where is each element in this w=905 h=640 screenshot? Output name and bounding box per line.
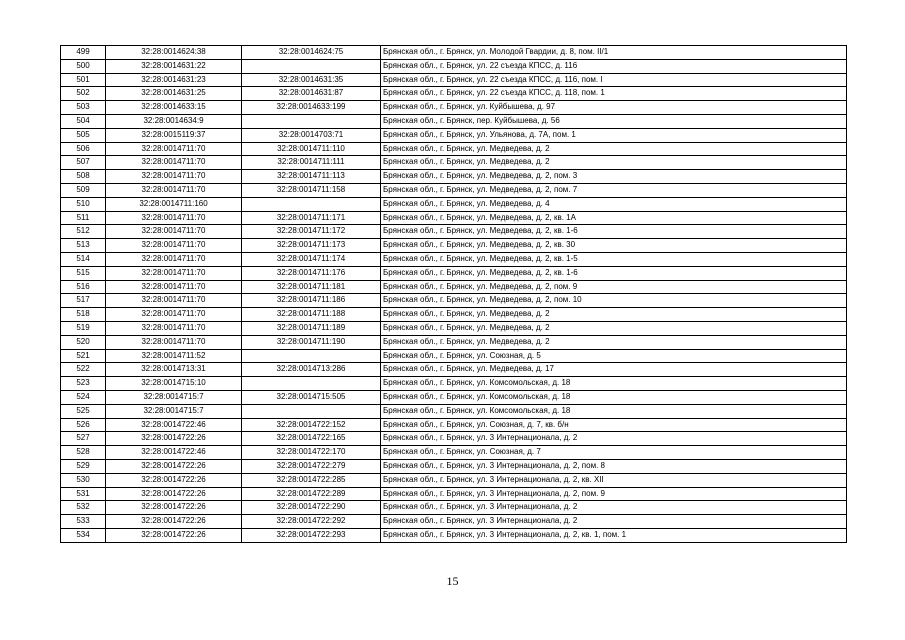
object-cadastral-number-cell: 32:28:0014624:75 <box>242 46 381 60</box>
row-number-cell: 517 <box>61 294 106 308</box>
cadastral-number-cell: 32:28:0014722:26 <box>106 459 242 473</box>
address-cell: Брянская обл., г. Брянск, ул. 3 Интернационала, д. 2 <box>381 432 847 446</box>
cadastral-number-cell: 32:28:0014711:70 <box>106 266 242 280</box>
table-row <box>61 473 847 487</box>
object-cadastral-number-cell: 32:28:0014711:158 <box>242 183 381 197</box>
cadastral-number-cell: 32:28:0014711:70 <box>106 225 242 239</box>
row-number-cell: 502 <box>61 87 106 101</box>
cadastral-number-cell: 32:28:0014711:70 <box>106 142 242 156</box>
cadastral-number-cell: 32:28:0014711:52 <box>106 349 242 363</box>
cadastral-number-cell: 32:28:0014722:26 <box>106 515 242 529</box>
table-row <box>61 128 847 142</box>
address-cell: Брянская обл., г. Брянск, ул. Медведева, д. 2, пом. 9 <box>381 280 847 294</box>
row-number-cell: 503 <box>61 101 106 115</box>
table-row <box>61 114 847 128</box>
table-row <box>61 446 847 460</box>
cadastral-number-cell: 32:28:0014631:25 <box>106 87 242 101</box>
table-row <box>61 459 847 473</box>
table-row <box>61 363 847 377</box>
row-number-cell: 501 <box>61 73 106 87</box>
row-number-cell: 516 <box>61 280 106 294</box>
cadastral-number-cell: 32:28:0014722:46 <box>106 446 242 460</box>
row-number-cell: 506 <box>61 142 106 156</box>
cadastral-number-cell: 32:28:0014711:70 <box>106 211 242 225</box>
address-cell: Брянская обл., г. Брянск, ул. 3 Интернационала, д. 2, кв. XII <box>381 473 847 487</box>
row-number-cell: 532 <box>61 501 106 515</box>
address-cell: Брянская обл., г. Брянск, ул. Медведева, д. 2 <box>381 308 847 322</box>
address-cell: Брянская обл., г. Брянск, ул. Комсомольская, д. 18 <box>381 404 847 418</box>
object-cadastral-number-cell: 32:28:0014711:110 <box>242 142 381 156</box>
object-cadastral-number-cell: 32:28:0014631:35 <box>242 73 381 87</box>
object-cadastral-number-cell: 32:28:0014722:152 <box>242 418 381 432</box>
row-number-cell: 513 <box>61 239 106 253</box>
page-number: 15 <box>446 574 459 588</box>
address-cell: Брянская обл., г. Брянск, ул. Медведева, д. 2, кв. 1-6 <box>381 225 847 239</box>
table-row <box>61 390 847 404</box>
cadastral-number-cell: 32:28:0014711:70 <box>106 335 242 349</box>
table-row <box>61 515 847 529</box>
table-row <box>61 252 847 266</box>
object-cadastral-number-cell <box>242 404 381 418</box>
cadastral-number-cell: 32:28:0014711:70 <box>106 170 242 184</box>
object-cadastral-number-cell: 32:28:0014722:170 <box>242 446 381 460</box>
object-cadastral-number-cell: 32:28:0014711:174 <box>242 252 381 266</box>
object-cadastral-number-cell: 32:28:0014711:189 <box>242 321 381 335</box>
address-cell: Брянская обл., г. Брянск, ул. 3 Интернационала, д. 2 <box>381 515 847 529</box>
table-row <box>61 404 847 418</box>
table-row <box>61 335 847 349</box>
table-row <box>61 487 847 501</box>
object-cadastral-number-cell: 32:28:0014713:286 <box>242 363 381 377</box>
address-cell: Брянская обл., г. Брянск, ул. Союзная, д. 5 <box>381 349 847 363</box>
address-cell: Брянская обл., г. Брянск, ул. Медведева, д. 4 <box>381 197 847 211</box>
object-cadastral-number-cell <box>242 59 381 73</box>
object-cadastral-number-cell: 32:28:0014711:172 <box>242 225 381 239</box>
object-cadastral-number-cell: 32:28:0014715:505 <box>242 390 381 404</box>
table-row <box>61 156 847 170</box>
object-cadastral-number-cell: 32:28:0014722:293 <box>242 528 381 542</box>
address-cell: Брянская обл., г. Брянск, ул. 22 съезда КПСС, д. 116, пом. I <box>381 73 847 87</box>
table-row <box>61 211 847 225</box>
table-row <box>61 432 847 446</box>
address-cell: Брянская обл., г. Брянск, ул. Комсомольская, д. 18 <box>381 390 847 404</box>
cadastral-number-cell: 32:28:0014722:26 <box>106 432 242 446</box>
table-row <box>61 101 847 115</box>
table-row <box>61 87 847 101</box>
row-number-cell: 530 <box>61 473 106 487</box>
cadastral-number-cell: 32:28:0014711:70 <box>106 280 242 294</box>
address-cell: Брянская обл., г. Брянск, ул. Медведева, д. 2 <box>381 335 847 349</box>
object-cadastral-number-cell: 32:28:0014711:171 <box>242 211 381 225</box>
row-number-cell: 534 <box>61 528 106 542</box>
cadastral-number-cell: 32:28:0014722:26 <box>106 487 242 501</box>
table-row <box>61 418 847 432</box>
cadastral-number-cell: 32:28:0014633:15 <box>106 101 242 115</box>
cadastral-number-cell: 32:28:0014715:7 <box>106 390 242 404</box>
table-row <box>61 197 847 211</box>
table-row <box>61 528 847 542</box>
table-row <box>61 183 847 197</box>
object-cadastral-number-cell: 32:28:0014722:285 <box>242 473 381 487</box>
cadastral-number-cell: 32:28:0014624:38 <box>106 46 242 60</box>
cadastral-number-cell: 32:28:0014722:46 <box>106 418 242 432</box>
row-number-cell: 529 <box>61 459 106 473</box>
object-cadastral-number-cell <box>242 114 381 128</box>
object-cadastral-number-cell <box>242 349 381 363</box>
row-number-cell: 510 <box>61 197 106 211</box>
table-body <box>61 46 847 543</box>
table-row <box>61 59 847 73</box>
cadastral-number-cell: 32:28:0014715:7 <box>106 404 242 418</box>
row-number-cell: 527 <box>61 432 106 446</box>
table-row <box>61 73 847 87</box>
row-number-cell: 523 <box>61 377 106 391</box>
object-cadastral-number-cell: 32:28:0014711:188 <box>242 308 381 322</box>
row-number-cell: 525 <box>61 404 106 418</box>
row-number-cell: 519 <box>61 321 106 335</box>
address-cell: Брянская обл., г. Брянск, ул. Медведева, д. 2, пом. 10 <box>381 294 847 308</box>
object-cadastral-number-cell: 32:28:0014711:173 <box>242 239 381 253</box>
object-cadastral-number-cell: 32:28:0014633:199 <box>242 101 381 115</box>
cadastral-number-cell: 32:28:0014722:26 <box>106 528 242 542</box>
address-cell: Брянская обл., г. Брянск, ул. Медведева, д. 2 <box>381 142 847 156</box>
cadastral-number-cell: 32:28:0014634:9 <box>106 114 242 128</box>
address-cell: Брянская обл., г. Брянск, ул. Медведева, д. 2, кв. 30 <box>381 239 847 253</box>
row-number-cell: 508 <box>61 170 106 184</box>
address-cell: Брянская обл., г. Брянск, ул. Медведева, д. 2, кв. 1-6 <box>381 266 847 280</box>
table-row <box>61 377 847 391</box>
table-row <box>61 239 847 253</box>
table-row <box>61 501 847 515</box>
row-number-cell: 509 <box>61 183 106 197</box>
address-cell: Брянская обл., г. Брянск, ул. Медведева, д. 17 <box>381 363 847 377</box>
address-cell: Брянская обл., г. Брянск, ул. 3 Интернационала, д. 2, пом. 8 <box>381 459 847 473</box>
row-number-cell: 528 <box>61 446 106 460</box>
cadastral-number-cell: 32:28:0014711:70 <box>106 183 242 197</box>
address-cell: Брянская обл., г. Брянск, ул. Медведева, д. 2, пом. 3 <box>381 170 847 184</box>
object-cadastral-number-cell <box>242 377 381 391</box>
cadastral-number-cell: 32:28:0014715:10 <box>106 377 242 391</box>
cadastral-number-cell: 32:28:0014711:70 <box>106 321 242 335</box>
object-cadastral-number-cell: 32:28:0014711:181 <box>242 280 381 294</box>
row-number-cell: 504 <box>61 114 106 128</box>
row-number-cell: 512 <box>61 225 106 239</box>
address-cell: Брянская обл., г. Брянск, ул. 22 съезда КПСС, д. 118, пом. 1 <box>381 87 847 101</box>
address-cell: Брянская обл., г. Брянск, ул. Ульянова, д. 7А, пом. 1 <box>381 128 847 142</box>
table-row <box>61 280 847 294</box>
row-number-cell: 514 <box>61 252 106 266</box>
property-registry-table <box>60 45 847 543</box>
address-cell: Брянская обл., г. Брянск, ул. Медведева, д. 2, кв. 1А <box>381 211 847 225</box>
object-cadastral-number-cell: 32:28:0014722:165 <box>242 432 381 446</box>
address-cell: Брянская обл., г. Брянск, ул. 3 Интернационала, д. 2 <box>381 501 847 515</box>
table-row <box>61 142 847 156</box>
table-row <box>61 349 847 363</box>
row-number-cell: 500 <box>61 59 106 73</box>
address-cell: Брянская обл., г. Брянск, ул. Медведева, д. 2 <box>381 321 847 335</box>
object-cadastral-number-cell <box>242 197 381 211</box>
row-number-cell: 505 <box>61 128 106 142</box>
row-number-cell: 533 <box>61 515 106 529</box>
cadastral-number-cell: 32:28:0014722:26 <box>106 473 242 487</box>
cadastral-number-cell: 32:28:0014631:23 <box>106 73 242 87</box>
table-row <box>61 294 847 308</box>
table-row <box>61 321 847 335</box>
object-cadastral-number-cell: 32:28:0014711:113 <box>242 170 381 184</box>
table-row <box>61 170 847 184</box>
address-cell: Брянская обл., г. Брянск, ул. Союзная, д. 7, кв. б/н <box>381 418 847 432</box>
object-cadastral-number-cell: 32:28:0014722:279 <box>242 459 381 473</box>
row-number-cell: 507 <box>61 156 106 170</box>
address-cell: Брянская обл., г. Брянск, ул. Медведева, д. 2, кв. 1-5 <box>381 252 847 266</box>
cadastral-number-cell: 32:28:0014711:70 <box>106 294 242 308</box>
row-number-cell: 518 <box>61 308 106 322</box>
object-cadastral-number-cell: 32:28:0014722:290 <box>242 501 381 515</box>
address-cell: Брянская обл., г. Брянск, ул. 3 Интернационала, д. 2, пом. 9 <box>381 487 847 501</box>
cadastral-number-cell: 32:28:0014711:160 <box>106 197 242 211</box>
table-row <box>61 225 847 239</box>
table-row <box>61 46 847 60</box>
row-number-cell: 522 <box>61 363 106 377</box>
row-number-cell: 531 <box>61 487 106 501</box>
address-cell: Брянская обл., г. Брянск, ул. 22 съезда КПСС, д. 116 <box>381 59 847 73</box>
row-number-cell: 520 <box>61 335 106 349</box>
row-number-cell: 511 <box>61 211 106 225</box>
cadastral-number-cell: 32:28:0014722:26 <box>106 501 242 515</box>
address-cell: Брянская обл., г. Брянск, ул. 3 Интернационала, д. 2, кв. 1, пом. 1 <box>381 528 847 542</box>
address-cell: Брянская обл., г. Брянск, ул. Куйбышева, д. 97 <box>381 101 847 115</box>
cadastral-number-cell: 32:28:0014631:22 <box>106 59 242 73</box>
cadastral-number-cell: 32:28:0014711:70 <box>106 156 242 170</box>
row-number-cell: 524 <box>61 390 106 404</box>
row-number-cell: 521 <box>61 349 106 363</box>
address-cell: Брянская обл., г. Брянск, ул. Союзная, д. 7 <box>381 446 847 460</box>
object-cadastral-number-cell: 32:28:0014711:111 <box>242 156 381 170</box>
row-number-cell: 526 <box>61 418 106 432</box>
row-number-cell: 499 <box>61 46 106 60</box>
cadastral-number-cell: 32:28:0014711:70 <box>106 308 242 322</box>
cadastral-number-cell: 32:28:0015119:37 <box>106 128 242 142</box>
object-cadastral-number-cell: 32:28:0014631:87 <box>242 87 381 101</box>
row-number-cell: 515 <box>61 266 106 280</box>
table-row <box>61 266 847 280</box>
object-cadastral-number-cell: 32:28:0014703:71 <box>242 128 381 142</box>
address-cell: Брянская обл., г. Брянск, ул. Медведева, д. 2 <box>381 156 847 170</box>
table-row <box>61 308 847 322</box>
address-cell: Брянская обл., г. Брянск, пер. Куйбышева, д. 56 <box>381 114 847 128</box>
cadastral-number-cell: 32:28:0014711:70 <box>106 252 242 266</box>
object-cadastral-number-cell: 32:28:0014722:289 <box>242 487 381 501</box>
cadastral-number-cell: 32:28:0014713:31 <box>106 363 242 377</box>
object-cadastral-number-cell: 32:28:0014711:176 <box>242 266 381 280</box>
object-cadastral-number-cell: 32:28:0014711:186 <box>242 294 381 308</box>
cadastral-number-cell: 32:28:0014711:70 <box>106 239 242 253</box>
address-cell: Брянская обл., г. Брянск, ул. Медведева, д. 2, пом. 7 <box>381 183 847 197</box>
address-cell: Брянская обл., г. Брянск, ул. Молодой Гвардии, д. 8, пом. II/1 <box>381 46 847 60</box>
object-cadastral-number-cell: 32:28:0014711:190 <box>242 335 381 349</box>
object-cadastral-number-cell: 32:28:0014722:292 <box>242 515 381 529</box>
address-cell: Брянская обл., г. Брянск, ул. Комсомольская, д. 18 <box>381 377 847 391</box>
